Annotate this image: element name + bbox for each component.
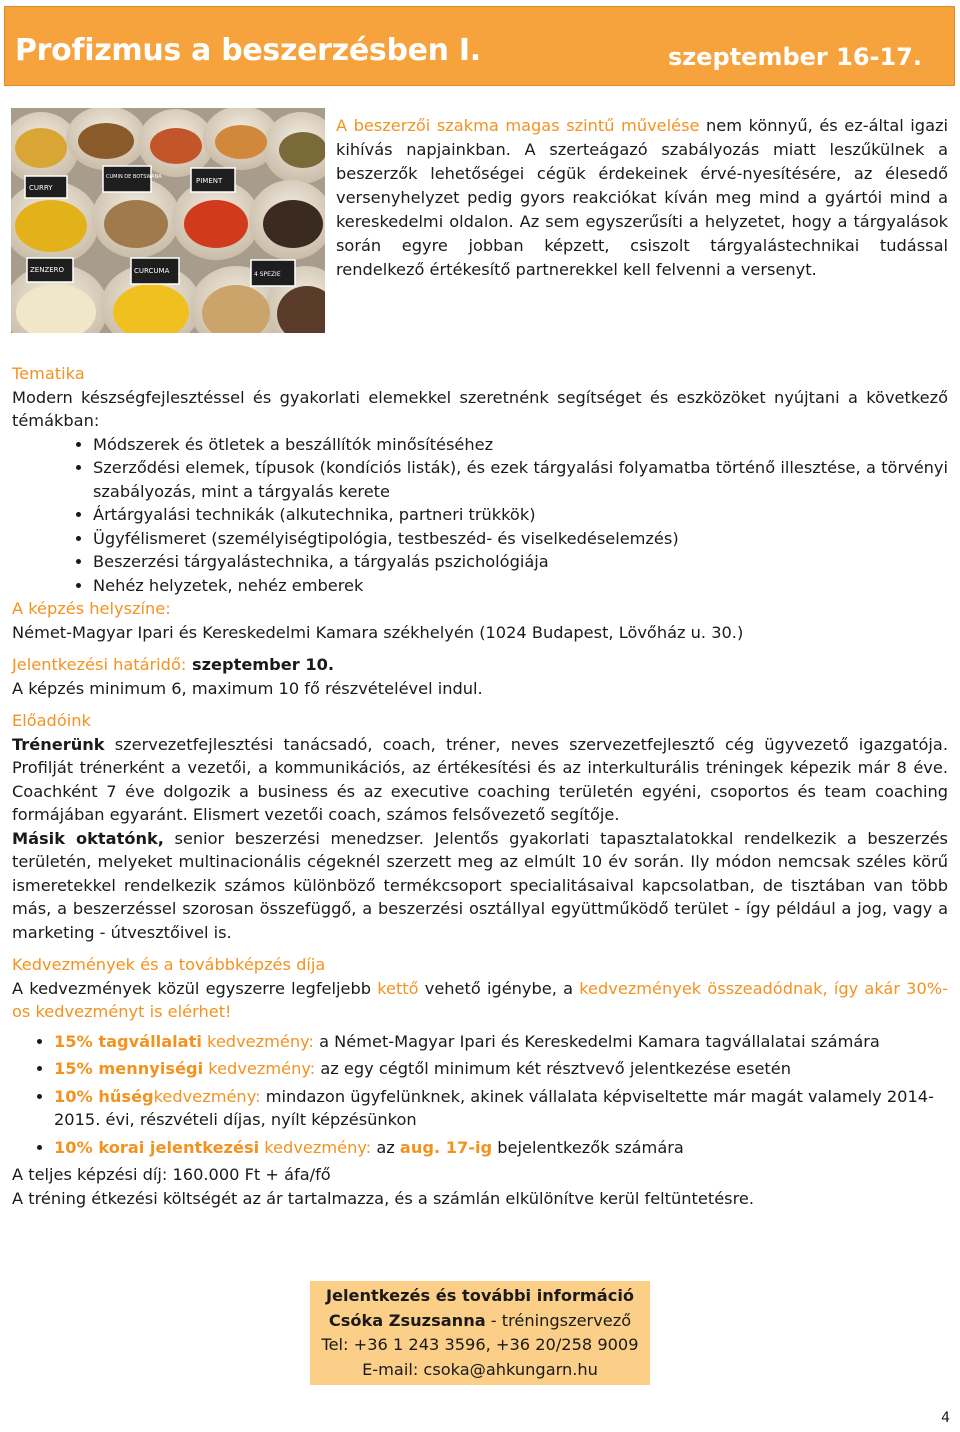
discount-text: bejelentkezők számára — [492, 1137, 684, 1157]
contact-phone: Tel: +36 1 243 3596, +36 20/258 9009 — [321, 1335, 639, 1354]
discount-deadline: aug. 17-ig — [399, 1137, 493, 1157]
list-item: • Ügyfélismeret (személyiségtipológia, testbeszéd- és viselkedéselemzés) — [93, 527, 948, 551]
trainer-1-text: szervezetfejlesztési tanácsadó, coach, tréner, neves szervezetfejlesztő cég ügyvezető igazgatója. Profilját trénerként a vezetői, a kommunikációs, az értékesítési és az interkulturális tréningek képezik már 8 éve. Coachként 7 éve dolgozik a business és az executive coaching területén egyéni, csoportos és team coaching formájában egyaránt. Elismert vezetői coach, számos felsővezető segítője. — [12, 734, 948, 824]
spice-label: ZENZERO — [30, 266, 65, 274]
location-text: Német-Magyar Ipari és Kereskedelmi Kamara székhelyén (1024 Budapest, Lövőház u. 30.) — [12, 622, 744, 642]
discount-item — [54, 1057, 948, 1081]
contact-email[interactable]: E-mail: csoka@ahkungarn.hu — [362, 1359, 598, 1379]
list-item: • Szerződési elemek, típusok (kondíciós listák), és ezek tárgyalási folyamatba történő illesztése, a törvényi szabályozás, mint a tárgyalás kerete — [93, 456, 948, 503]
section-heading-trainers: Előadóink — [12, 711, 91, 730]
trainer-2-bio — [12, 827, 948, 945]
contact-box — [310, 1281, 650, 1385]
discount-intro-text: vehető igénybe, a — [418, 978, 580, 998]
section-heading-location: A képzés helyszíne: — [12, 599, 171, 618]
discount-text: a Német-Magyar Ipari és Kereskedelmi Kamara tagvállalatai számára — [313, 1031, 880, 1051]
intro-highlight: A beszerzői szakma magas szintű művelése — [336, 116, 700, 135]
fee-line: A teljes képzési díj: 160.000 Ft + áfa/fő — [12, 1165, 331, 1184]
section-heading-tematika: Tematika — [12, 364, 85, 383]
contact-role: - tréningszervező — [485, 1310, 632, 1330]
deadline-value: szeptember 10. — [186, 655, 335, 674]
spice-label: CUMIN DE BOTSWANA — [106, 174, 162, 180]
discount-percent: 10% korai jelentkezési — [54, 1137, 260, 1157]
header-banner — [4, 6, 955, 86]
section-heading-discounts: Kedvezmények és a továbbképzés díja — [12, 955, 326, 974]
contact-name: Csóka Zsuzsanna — [328, 1310, 486, 1330]
main-content — [12, 362, 948, 1210]
contact-person — [310, 1309, 650, 1334]
list-item: • Beszerzési tárgyalástechnika, a tárgyalás pszichológiája — [93, 550, 948, 574]
intro-paragraph — [336, 114, 948, 282]
discount-item — [54, 1030, 948, 1054]
page-number: 4 — [941, 1410, 950, 1426]
discount-item — [54, 1085, 948, 1132]
list-item: • Módszerek és ötletek a beszállítók minősítéséhez — [93, 433, 948, 457]
discount-intro — [12, 977, 948, 1024]
spice-label: PIMENT — [196, 177, 223, 185]
deadline-line — [12, 653, 948, 677]
event-date: szeptember 16-17. — [668, 43, 922, 71]
spices-photo — [11, 108, 325, 333]
spice-label: CURCUMA — [134, 267, 170, 275]
discount-percent: 15% mennyiségi — [54, 1059, 204, 1078]
discount-percent: 10% hűség — [54, 1086, 154, 1106]
trainer-2-text: senior beszerzési menedzser. Jelentős gyakorlati tapasztalatokkal rendelkezik a beszerzés területén, melyeket multinacionális cégeknél szerzett meg az elmúlt 10 év során. Ily módon nemcsak széles körű ismeretekkel rendelkezik számos különböző termékcsoport specialitásaival kapcsolatban, de tisztában van több más, a beszerzéssel szorosan összefüggő, a beszerzési osztállyal együttműködő terület - így például a jog, vagy a marketing - útvesztőivel is. — [12, 828, 948, 942]
topic-list — [12, 433, 948, 598]
page-title: Profizmus a beszerzésben I. — [15, 33, 481, 68]
discount-list — [12, 1030, 948, 1160]
discount-text: mindazon ügyfelünknek, akinek vállalata képviseltette már magát valamely 2014-2015. évi, részvételi díjas, nyílt képzésünkon — [54, 1086, 934, 1129]
contact-heading-text: Jelentkezés és további információ — [326, 1286, 634, 1305]
tematika-intro: Modern készségfejlesztéssel és gyakorlati elemekkel szeretnénk segítséget és eszközöket nyújtani a következő témákban: — [12, 387, 948, 430]
discount-text: az egy cégtől minimum két résztvevő jelentkezése esetén — [315, 1059, 792, 1078]
discount-item — [54, 1136, 948, 1160]
list-item: • Ártárgyalási technikák (alkutechnika, partneri trükkök) — [93, 503, 948, 527]
trainer-1-bio — [12, 733, 948, 827]
discount-label: kedvezmény: — [259, 1137, 372, 1157]
participants-note: A képzés minimum 6, maximum 10 fő részvételével indul. — [12, 678, 483, 698]
discount-label: kedvezmény: — [203, 1059, 316, 1078]
list-item: • Nehéz helyzetek, nehéz emberek — [93, 574, 948, 598]
deadline-label: Jelentkezési határidő: — [12, 655, 187, 674]
spice-label: CURRY — [29, 184, 53, 192]
intro-text: nem könnyű, és ez-által igazi kihívás napjainkban. A szerteágazó szabályozás miatt leszűkülnek a beszerzők lehetőségei cégük érdekeinek érvé-nyesítésére, az élesedő versenyhelyzet pedig gyors reakciókat kíván meg mind a gyártói mind a kereskedelmi oldalon. Az sem egyszerűsíti a helyzetet, hogy a tárgyalások során egyre jobban képzett, csiszolt tárgyalástechnikai tudással rendelkező értékesítő partnerekkel kell felvenni a versenyt. — [336, 116, 948, 279]
discount-intro-text: A kedvezmények közül egyszerre legfeljebb — [12, 978, 378, 998]
discount-label: kedvezmény: — [201, 1031, 314, 1051]
trainer-1-name: Trénerünk — [12, 734, 105, 754]
discount-intro-highlight: kettő — [377, 978, 419, 998]
discount-intro-highlight: kedvezmények összeadódnak, így akár 30%-os kedvezményt is elérhet! — [12, 978, 948, 1021]
discount-percent: 15% tagvállalati — [54, 1031, 202, 1051]
discount-text: az — [371, 1137, 400, 1157]
spice-label: 4 SPEZIE — [254, 271, 281, 278]
meal-note: A tréning étkezési költségét az ár tartalmazza, és a számlán elkülönítve kerül feltüntetésre. — [12, 1188, 754, 1208]
contact-heading — [310, 1284, 650, 1309]
trainer-2-name: Másik oktatónk, — [12, 828, 164, 848]
discount-label: kedvezmény: — [153, 1086, 261, 1106]
